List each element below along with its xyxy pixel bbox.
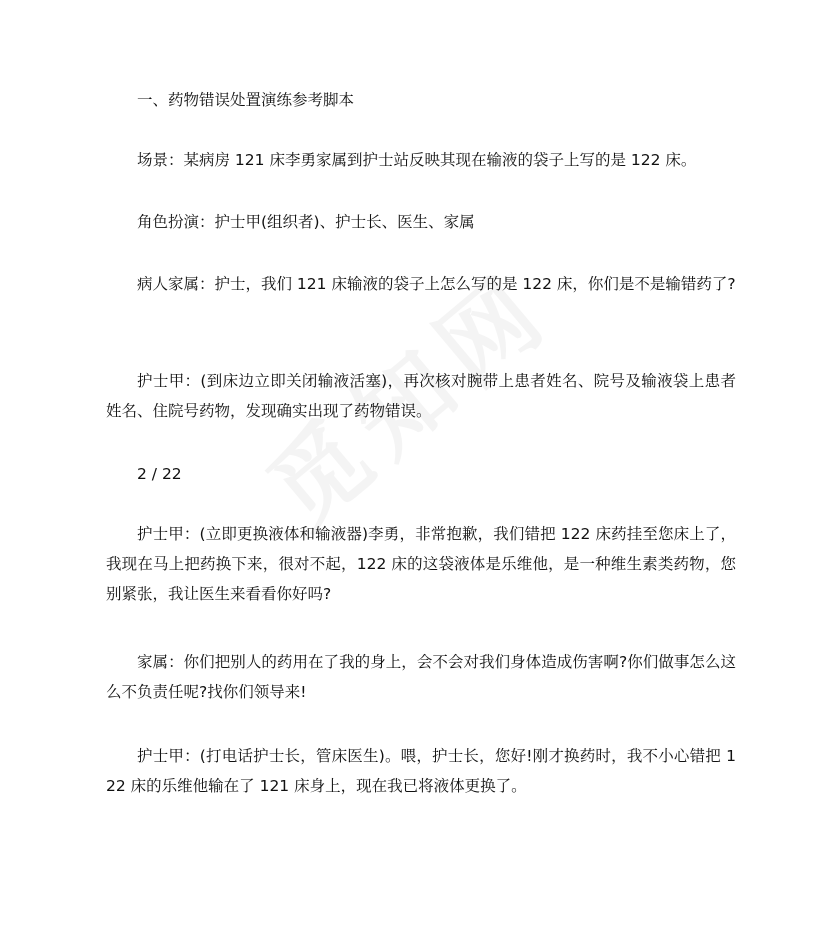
dialogue-paragraph-nurse-1: 护士甲：(到床边立即关闭输液活塞)，再次核对腕带上患者姓名、院号及输液袋上患者姓名、住院号药物，发现确实出现了药物错误。 xyxy=(106,372,736,420)
scene-paragraph: 场景：某病房 121 床李勇家属到护士站反映其现在输液的袋子上写的是 122 床。 xyxy=(137,151,697,169)
dialogue-paragraph-nurse-3: 护士甲：(打电话护士长，管床医生)。喂，护士长，您好!刚才换药时，我不小心错把 122 床的乐维他输在了 121 床身上，现在我已将液体更换了。 xyxy=(106,747,736,795)
dialogue-paragraph-family-2: 家属：你们把别人的药用在了我的身上，会不会对我们身体造成伤害啊?你们做事怎么这么不负责任呢?找你们领导来! xyxy=(106,653,736,701)
section-heading: 一、药物错误处置演练参考脚本 xyxy=(137,91,355,109)
dialogue-paragraph-nurse-2: 护士甲：(立即更换液体和输液器)李勇，非常抱歉，我们错把 122 床药挂至您床上了，我现在马上把药换下来，很对不起，122 床的这袋液体是乐维他，是一种维生素类药物，您别紧张，我让医生来看看你好吗? xyxy=(106,525,736,603)
roles-paragraph: 角色扮演：护士甲(组织者)、护士长、医生、家属 xyxy=(137,213,475,231)
dialogue-paragraph-family-1: 病人家属：护士，我们 121 床输液的袋子上怎么写的是 122 床，你们是不是输错药了? xyxy=(137,275,736,293)
page-number: 2 / 22 xyxy=(137,465,182,483)
